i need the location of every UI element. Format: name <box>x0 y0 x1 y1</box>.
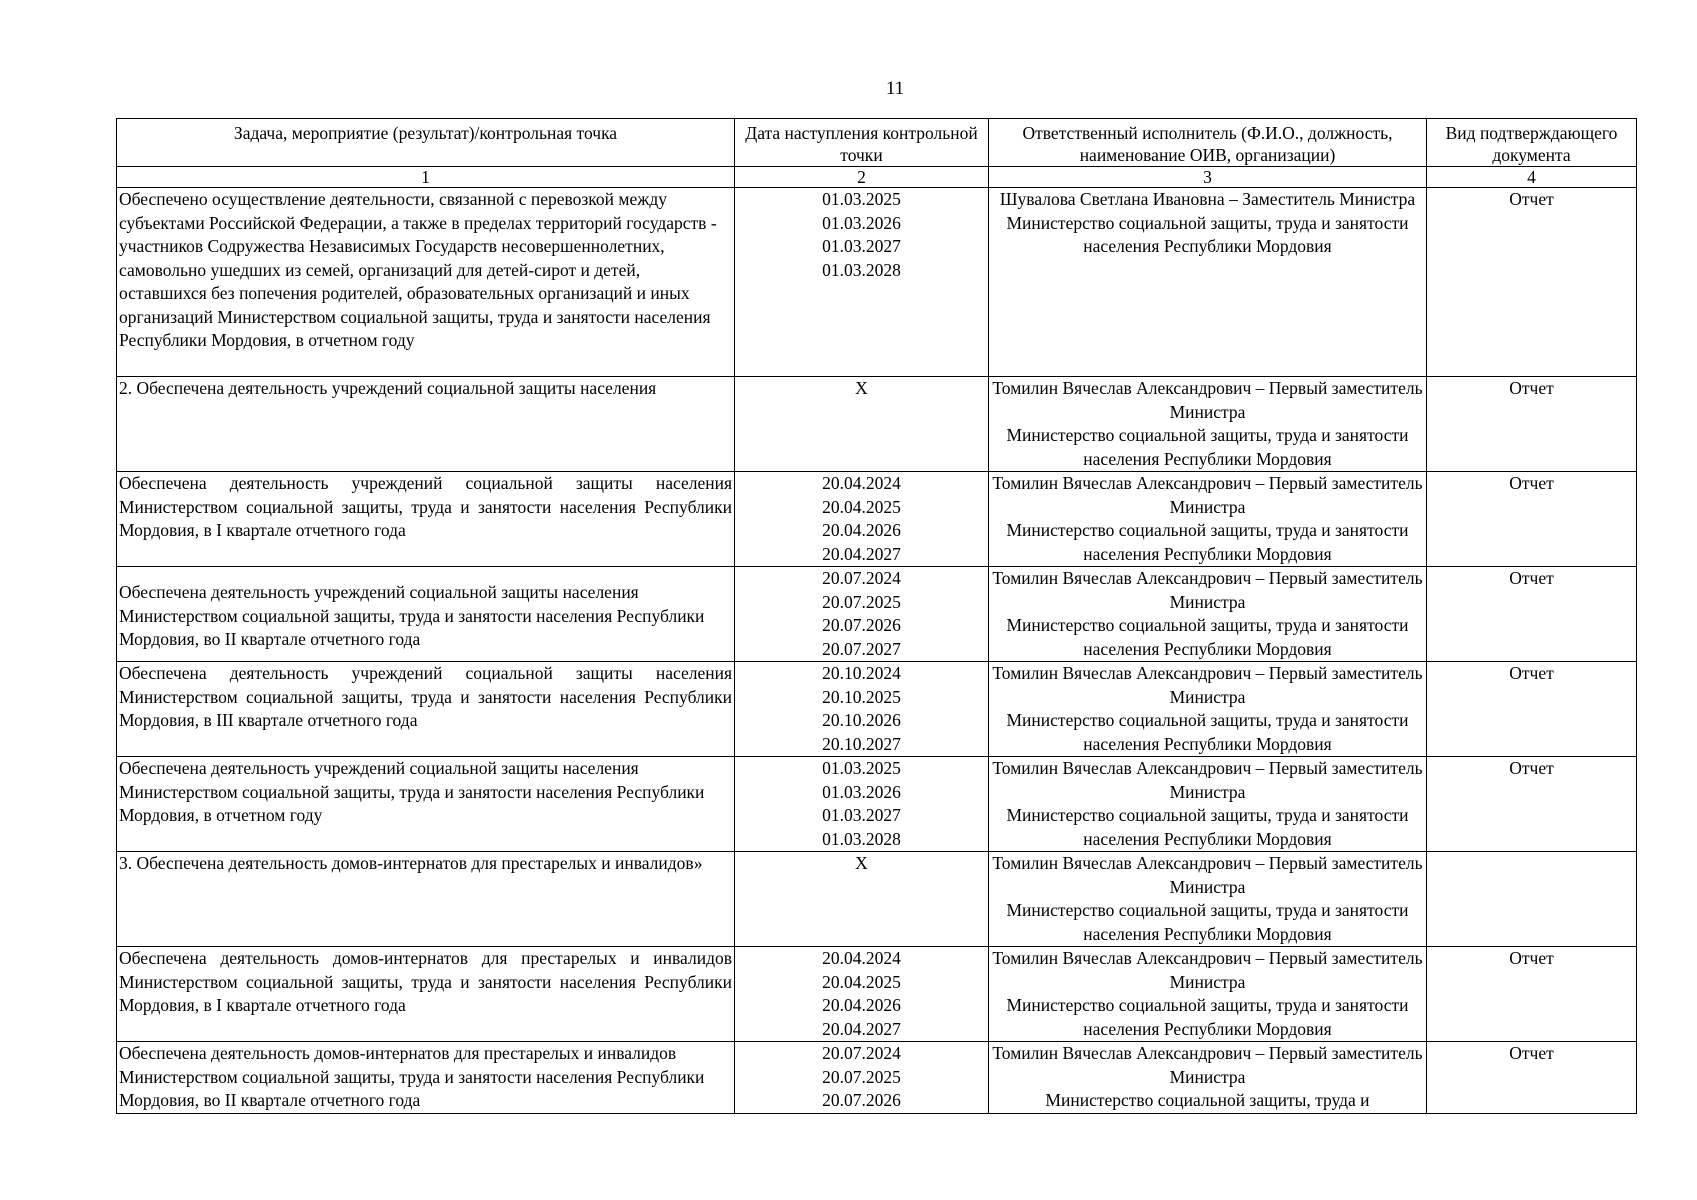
control-date: 20.04.2026 <box>822 520 901 540</box>
header-doc-type: Вид подтверждающего документа <box>1427 119 1637 167</box>
control-date: 20.07.2024 <box>822 568 901 588</box>
table-row <box>117 472 1637 567</box>
date-cell <box>735 188 989 377</box>
control-date: 01.03.2027 <box>822 805 901 825</box>
table-row <box>117 662 1637 757</box>
responsible-person: Томилин Вячеслав Александрович – Первый заместитель Министра <box>992 948 1423 992</box>
column-number: 4 <box>1427 167 1637 188</box>
doc-type-cell: Отчет <box>1427 472 1637 567</box>
page-number: 11 <box>885 78 905 99</box>
control-date: 01.03.2028 <box>822 259 901 280</box>
responsible-cell <box>989 757 1427 852</box>
control-date: 20.04.2025 <box>822 971 901 992</box>
control-date: 20.04.2027 <box>822 543 901 564</box>
control-date: 20.04.2024 <box>822 473 901 493</box>
control-date: 01.03.2028 <box>822 828 901 849</box>
date-cell <box>735 662 989 757</box>
control-date: 20.10.2025 <box>822 686 901 707</box>
task-cell: Обеспечена деятельность учреждений социальной защиты населения Министерством социальной защиты, труда и занятости населения Республики Мордовия, в отчетном году <box>117 757 735 852</box>
responsible-organization: Министерство социальной защиты, труда и занятости населения Республики Мордовия <box>1006 995 1409 1039</box>
date-cell <box>735 567 989 662</box>
responsible-cell <box>989 377 1427 472</box>
doc-type-cell: Отчет <box>1427 1042 1637 1114</box>
responsible-person: Томилин Вячеслав Александрович – Первый заместитель Министра <box>992 378 1423 422</box>
date-cell <box>735 1042 989 1114</box>
control-date: 20.10.2024 <box>822 663 901 683</box>
control-date: 20.07.2027 <box>822 638 901 659</box>
control-date: 20.10.2027 <box>822 733 901 754</box>
column-number: 3 <box>989 167 1427 188</box>
doc-type-cell: Отчет <box>1427 188 1637 377</box>
responsible-cell <box>989 567 1427 662</box>
column-number: 1 <box>117 167 735 188</box>
control-date: 20.07.2024 <box>822 1043 901 1063</box>
control-date: 01.03.2025 <box>822 189 901 209</box>
responsible-organization: Министерство социальной защиты, труда и занятости населения Республики Мордовия <box>1006 425 1409 469</box>
responsible-person: Томилин Вячеслав Александрович – Первый заместитель Министра <box>992 568 1423 612</box>
table-row <box>117 377 1637 472</box>
doc-type-cell: Отчет <box>1427 947 1637 1042</box>
table-body <box>117 188 1637 1114</box>
control-date: 01.03.2025 <box>822 758 901 778</box>
table-row <box>117 188 1637 377</box>
doc-type-cell: Отчет <box>1427 757 1637 852</box>
date-cell <box>735 947 989 1042</box>
control-points-table <box>116 118 1637 1114</box>
column-number: 2 <box>735 167 989 188</box>
table-row <box>117 852 1637 947</box>
control-date: 01.03.2027 <box>822 236 901 256</box>
responsible-person: Томилин Вячеслав Александрович – Первый заместитель Министра <box>992 473 1423 517</box>
task-cell: Обеспечена деятельность учреждений социальной защиты населения Министерством социальной защиты, труда и занятости населения Республики Мордовия, во II квартале отчетного года <box>117 567 735 662</box>
responsible-organization: Министерство социальной защиты, труда и занятости населения Республики Мордовия <box>1006 615 1409 659</box>
responsible-person: Томилин Вячеслав Александрович – Первый заместитель Министра <box>992 663 1423 707</box>
control-date: 20.04.2024 <box>822 948 901 968</box>
control-date: 01.03.2026 <box>822 781 901 802</box>
control-date: Х <box>855 378 868 398</box>
responsible-cell <box>989 1042 1427 1114</box>
date-cell <box>735 852 989 947</box>
control-date: 20.07.2025 <box>822 1066 901 1087</box>
column-number-row <box>117 167 1637 188</box>
control-date: 20.07.2025 <box>822 591 901 612</box>
responsible-cell <box>989 947 1427 1042</box>
doc-type-cell: Отчет <box>1427 567 1637 662</box>
task-cell: Обеспечено осуществление деятельности, связанной с перевозкой между субъектами Российской Федерации, а также в пределах территорий государств - участников Содружества Независимых Государств несовершеннолетних, самовольно ушедших из семей, организаций для детей-сирот и детей, оставшихся без попечения родителей, образовательных организаций и иных организаций Министерством социальной защиты, труда и занятости населения Республики Мордовия, в отчетном году <box>117 188 735 377</box>
control-date: Х <box>855 853 868 873</box>
task-cell: 3. Обеспечена деятельность домов-интернатов для престарелых и инвалидов» <box>117 852 735 947</box>
responsible-organization: Министерство социальной защиты, труда и <box>1045 1090 1370 1110</box>
responsible-person: Томилин Вячеслав Александрович – Первый заместитель Министра <box>992 1043 1423 1087</box>
header-date: Дата наступления контрольной точки <box>735 119 989 167</box>
task-cell: Обеспечена деятельность учреждений социальной защиты населения Министерством социальной защиты, труда и занятости населения Республики Мордовия, в I квартале отчетного года <box>117 472 735 567</box>
task-cell: Обеспечена деятельность учреждений социальной защиты населения Министерством социальной защиты, труда и занятости населения Республики Мордовия, в III квартале отчетного года <box>117 662 735 757</box>
doc-type-cell: Отчет <box>1427 377 1637 472</box>
doc-type-cell <box>1427 852 1637 947</box>
control-date: 20.10.2026 <box>822 710 901 730</box>
task-cell: 2. Обеспечена деятельность учреждений социальной защиты населения <box>117 377 735 472</box>
responsible-person: Шувалова Светлана Ивановна – Заместитель Министра <box>999 189 1416 209</box>
table-row <box>117 1042 1637 1114</box>
control-date: 20.04.2026 <box>822 995 901 1015</box>
header-responsible: Ответственный исполнитель (Ф.И.О., должность, наименование ОИВ, организации) <box>989 119 1427 167</box>
responsible-organization: Министерство социальной защиты, труда и занятости населения Республики Мордовия <box>1006 520 1409 564</box>
responsible-cell <box>989 472 1427 567</box>
task-cell: Обеспечена деятельность домов-интернатов для престарелых и инвалидов Министерством социальной защиты, труда и занятости населения Республики Мордовия, в I квартале отчетного года <box>117 947 735 1042</box>
date-cell <box>735 472 989 567</box>
table-row <box>117 757 1637 852</box>
table-header-row <box>117 119 1637 167</box>
responsible-person: Томилин Вячеслав Александрович – Первый заместитель Министра <box>992 853 1423 897</box>
control-date: 20.04.2025 <box>822 496 901 517</box>
responsible-person: Томилин Вячеслав Александрович – Первый заместитель Министра <box>992 758 1423 802</box>
task-cell: Обеспечена деятельность домов-интернатов для престарелых и инвалидов Министерством социальной защиты, труда и занятости населения Республики Мордовия, во II квартале отчетного года <box>117 1042 735 1114</box>
control-date: 01.03.2026 <box>822 212 901 233</box>
responsible-organization: Министерство социальной защиты, труда и занятости населения Республики Мордовия <box>1006 710 1409 754</box>
table-row <box>117 947 1637 1042</box>
responsible-organization: Министерство социальной защиты, труда и занятости населения Республики Мордовия <box>1006 805 1409 849</box>
responsible-cell <box>989 662 1427 757</box>
date-cell <box>735 757 989 852</box>
responsible-organization: Министерство социальной защиты, труда и занятости населения Республики Мордовия <box>1006 212 1409 256</box>
responsible-cell <box>989 188 1427 377</box>
control-date: 20.07.2026 <box>822 1090 901 1110</box>
date-cell <box>735 377 989 472</box>
responsible-cell <box>989 852 1427 947</box>
doc-type-cell: Отчет <box>1427 662 1637 757</box>
header-task: Задача, мероприятие (результат)/контрольная точка <box>117 119 735 167</box>
table-row <box>117 567 1637 662</box>
control-date: 20.07.2026 <box>822 615 901 635</box>
responsible-organization: Министерство социальной защиты, труда и занятости населения Республики Мордовия <box>1006 900 1409 944</box>
control-date: 20.04.2027 <box>822 1018 901 1039</box>
